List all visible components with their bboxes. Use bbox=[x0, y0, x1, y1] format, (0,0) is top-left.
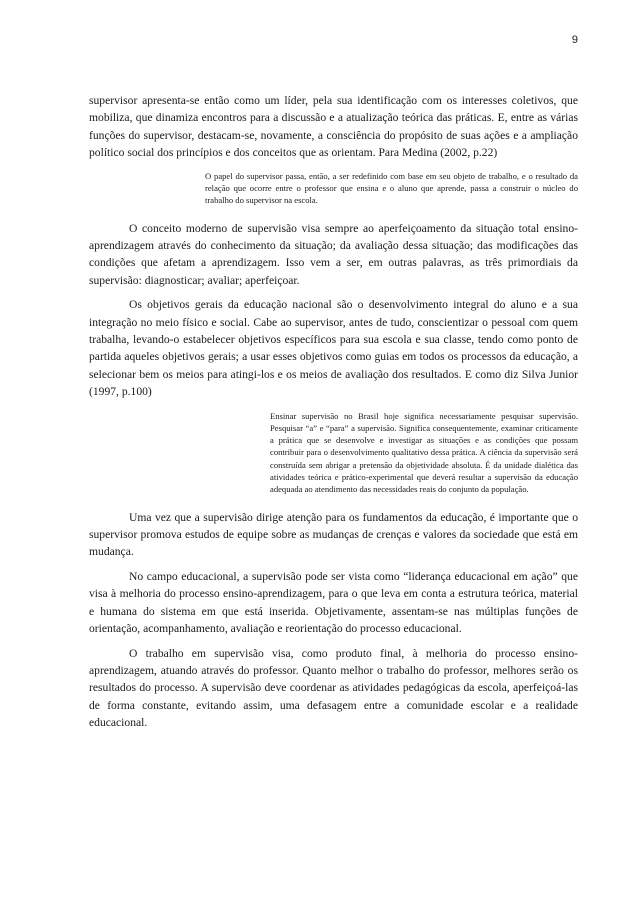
paragraph-1: supervisor apresenta-se então como um líder, pela sua identificação com os interesses coletivos, que mobiliza, que dinamiza encontros para a discussão e a atualização teórica das práticas. E, entre as várias funções do supervisor, destacam-se, novamente, a consciência do propósito de suas ações e a ampliação político social dos princípios e dos conceitos que as orientam. Para Medina (2002, p.22) bbox=[89, 94, 578, 160]
paragraph-2: O conceito moderno de supervisão visa sempre ao aperfeiçoamento da situação total ensino-aprendizagem através do conhecimento da situação; da avaliação dessa situação; das modificações das condições que afetam a aprendizagem. Isso vem a ser, em outras palavras, as três primordiais da supervisão: diagnosticar; avaliar; aperfeiçoar. bbox=[89, 221, 578, 287]
paragraph-5: No campo educacional, a supervisão pode ser vista como “liderança educacional em ação” que visa à melhoria do processo ensino-aprendizagem, para o que leva em conta a estrutura teórica, material e humana do sistema em que está inserida. Objetivamente, assentam-se nas múltiplas funções de orientação, acompanhamento, avaliação e reorientação do processo educacional. bbox=[89, 569, 578, 636]
document-body bbox=[89, 92, 578, 732]
paragraph-3: Os objetivos gerais da educação nacional são o desenvolvimento integral do aluno e a sua integração no meio físico e social. Cabe ao supervisor, antes de tudo, conscientizar o pessoal com quem trabalha, levando-o estabelecer objetivos específicos para sua escola e sua classe, tendo como ponto de partida aqueles objetivos gerais; a usar esses objetivos como guias em todos os processos da educação, a selecionar bem os meios para atingi-los e os meios de avaliação dos resultados. E como diz Silva Junior (1997, p.100) bbox=[89, 298, 578, 399]
paragraph-6: O trabalho em supervisão visa, como produto final, à melhoria do processo ensino-aprendizagem, atuando através do professor. Quanto melhor o trabalho do professor, melhores serão os resultados do processo. A supervisão deve coordenar as atividades pedagógicas da escola, aperfeiçoá-las de forma constante, evitando assim, uma defasagem entre a comunidade escolar e a realidade educacional. bbox=[89, 646, 578, 730]
paragraph-4: Uma vez que a supervisão dirige atenção para os fundamentos da educação, é importante que o supervisor promova estudos de equipe sobre as mudanças de crenças e valores da sociedade que está em mudança. bbox=[89, 510, 578, 559]
block-quote-medina: O papel do supervisor passa, então, a ser redefinido com base em seu objeto de trabalho, e o resultado da relação que ocorre entre o professor que ensina e o aluno que aprende, passa a construir o núcleo do trabalho do supervisor na escola. bbox=[205, 170, 578, 206]
block-quote-silva-junior: Ensinar supervisão no Brasil hoje significa necessariamente pesquisar supervisão. Pesquisar “a” e “para” a supervisão. Significa consequentemente, examinar criticamente a prática que se desenvolve e investigar as situações e as condições que possam contribuir para o desenvolvimento qualitativo dessa prática. A ciência da supervisão será construída sem abrigar a pretensão da objetividade absoluta. É da unidade dialética das atividades teórica e prático-experimental que deverá resultar a supervisão da educação adequada ao atendimento das necessidades reais do conjunto da população. bbox=[270, 410, 578, 495]
page-number: 9 bbox=[571, 34, 578, 46]
